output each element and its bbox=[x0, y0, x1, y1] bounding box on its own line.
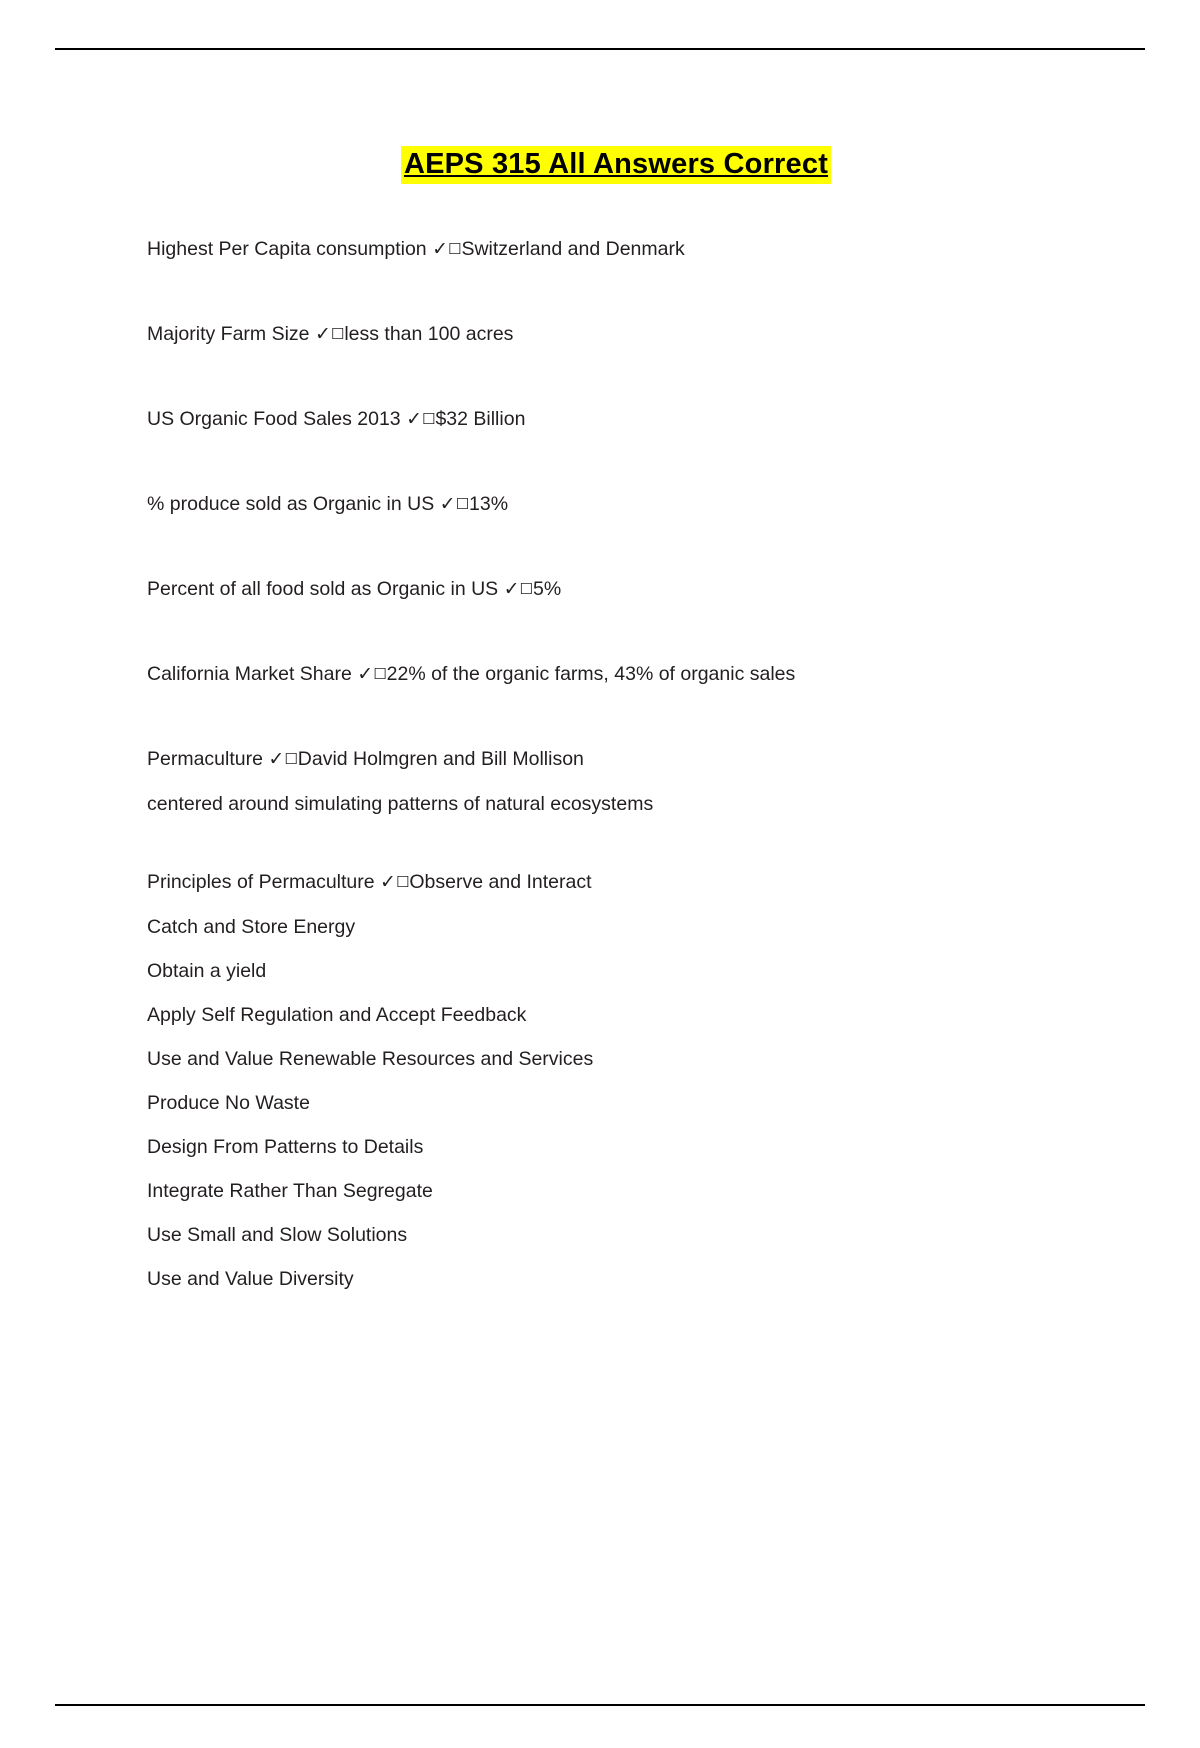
qa-answer: $32 Billion bbox=[435, 408, 526, 430]
qa-prompt: Majority Farm Size bbox=[147, 323, 315, 345]
qa-item bbox=[147, 576, 1085, 603]
check-icon: ✓ bbox=[503, 578, 520, 600]
qa-prompt: Percent of all food sold as Organic in US bbox=[147, 578, 504, 600]
qa-prompt: US Organic Food Sales 2013 bbox=[147, 408, 407, 430]
box-icon: ☐ bbox=[373, 665, 387, 683]
qa-item bbox=[147, 321, 1085, 348]
page-title-text: AEPS 315 All Answers Correct bbox=[401, 146, 831, 184]
qa-list bbox=[147, 236, 1085, 817]
check-icon: ✓ bbox=[314, 323, 331, 345]
list-item: Obtain a yield bbox=[147, 960, 267, 982]
box-icon: ☐ bbox=[455, 495, 470, 513]
footer-divider bbox=[55, 1704, 1145, 1706]
document-body bbox=[55, 50, 1145, 1292]
document-page bbox=[0, 48, 1200, 1748]
box-icon: ☐ bbox=[284, 750, 298, 768]
qa-item bbox=[147, 406, 1085, 433]
qa-extra-line: centered around simulating patterns of natural ecosystems bbox=[147, 793, 654, 815]
box-icon: ☐ bbox=[519, 580, 533, 598]
qa-answer: David Holmgren and Bill Mollison bbox=[297, 748, 584, 770]
principles-prompt: Principles of Permaculture bbox=[147, 871, 381, 893]
check-icon: ✓ bbox=[357, 663, 374, 685]
page-title bbox=[147, 146, 1085, 184]
qa-item bbox=[147, 746, 1085, 773]
qa-item bbox=[147, 491, 1085, 518]
list-item: Use and Value Diversity bbox=[147, 1268, 354, 1290]
check-icon: ✓ bbox=[268, 748, 285, 770]
list-item: Design From Patterns to Details bbox=[147, 1136, 424, 1158]
principles-answer: Observe and Interact bbox=[409, 871, 592, 893]
qa-prompt: % produce sold as Organic in US bbox=[147, 493, 440, 515]
check-icon: ✓ bbox=[432, 238, 448, 260]
check-icon: ✓ bbox=[380, 871, 396, 893]
list-item: Catch and Store Energy bbox=[147, 916, 356, 938]
qa-item bbox=[147, 236, 1085, 263]
qa-prompt: Highest Per Capita consumption bbox=[147, 238, 433, 260]
qa-answer: 22% of the organic farms, 43% of organic sales bbox=[386, 663, 796, 685]
principles-heading bbox=[147, 869, 1085, 896]
box-icon: ☐ bbox=[330, 325, 345, 343]
list-item: Apply Self Regulation and Accept Feedback bbox=[147, 1004, 527, 1026]
principles-section bbox=[147, 869, 1085, 1292]
list-item: Use and Value Renewable Resources and Services bbox=[147, 1048, 594, 1070]
qa-answer: less than 100 acres bbox=[344, 323, 514, 345]
check-icon: ✓ bbox=[439, 493, 456, 515]
qa-answer: Switzerland and Denmark bbox=[461, 238, 685, 260]
list-item: Produce No Waste bbox=[147, 1092, 310, 1114]
list-item: Integrate Rather Than Segregate bbox=[147, 1180, 433, 1202]
list-item: Use Small and Slow Solutions bbox=[147, 1224, 408, 1246]
qa-prompt: Permaculture bbox=[147, 748, 269, 770]
box-icon: ☐ bbox=[395, 873, 410, 891]
qa-answer: 5% bbox=[532, 578, 562, 600]
qa-item bbox=[147, 661, 1085, 688]
box-icon: ☐ bbox=[448, 240, 462, 258]
qa-answer: 13% bbox=[469, 493, 509, 515]
qa-prompt: California Market Share bbox=[147, 663, 358, 685]
check-icon: ✓ bbox=[406, 408, 422, 430]
box-icon: ☐ bbox=[421, 410, 436, 428]
